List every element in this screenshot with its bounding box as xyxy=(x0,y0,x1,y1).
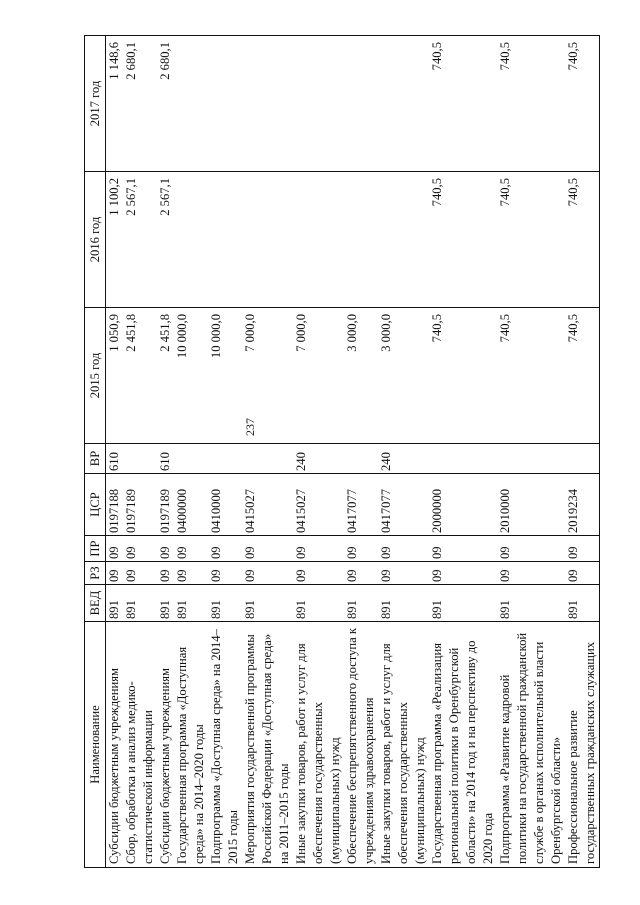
table-row xyxy=(157,36,174,868)
header-pr: ПР xyxy=(85,536,106,562)
table-header-row xyxy=(85,36,106,868)
table-row xyxy=(174,36,208,868)
row-rz: 09 xyxy=(565,562,600,585)
table-row xyxy=(106,36,124,868)
row-vr xyxy=(429,444,497,474)
row-vr xyxy=(497,444,565,474)
row-ved: 891 xyxy=(497,585,565,622)
row-csr: 0417077 xyxy=(344,474,378,536)
row-rz: 09 xyxy=(157,562,174,585)
row-ved: 891 xyxy=(106,585,124,622)
row-csr: 2010000 xyxy=(497,474,565,536)
header-2017: 2017 год xyxy=(85,36,106,172)
table-row xyxy=(344,36,378,868)
row-name: Профессиональное развитие государственных гражданских служащих xyxy=(565,622,600,868)
row-2015: 3 000,0 xyxy=(378,308,429,444)
header-2015: 2015 год xyxy=(85,308,106,444)
table-row xyxy=(565,36,600,868)
row-pr: 09 xyxy=(293,536,344,562)
row-name: Иные закупки товаров, работ и услуг для обеспечения государственных (муниципальных) нужд xyxy=(293,622,344,868)
row-2017: 2 680,1 xyxy=(157,36,174,172)
row-pr: 09 xyxy=(106,536,124,562)
row-ved: 891 xyxy=(157,585,174,622)
row-2017 xyxy=(242,36,293,172)
row-pr: 09 xyxy=(497,536,565,562)
budget-table xyxy=(84,35,600,868)
row-2015: 3 000,0 xyxy=(344,308,378,444)
row-ved: 891 xyxy=(378,585,429,622)
row-vr xyxy=(242,444,293,474)
row-ved: 891 xyxy=(429,585,497,622)
row-rz: 09 xyxy=(123,562,157,585)
row-ved: 891 xyxy=(344,585,378,622)
row-2015: 740,5 xyxy=(565,308,600,444)
row-name: Государственная программа «Реализация региональной политики в Оренбургской области» на 2014 год и на перспективу до 2020 года xyxy=(429,622,497,868)
row-rz: 09 xyxy=(242,562,293,585)
row-2016 xyxy=(242,172,293,308)
header-csr: ЦСР xyxy=(85,474,106,536)
row-rz: 09 xyxy=(344,562,378,585)
row-vr: 240 xyxy=(378,444,429,474)
row-vr xyxy=(565,444,600,474)
row-ved: 891 xyxy=(208,585,242,622)
row-name: Субсидии бюджетным учреждениям xyxy=(106,622,124,868)
row-vr xyxy=(208,444,242,474)
row-csr: 0415027 xyxy=(293,474,344,536)
row-pr: 09 xyxy=(208,536,242,562)
row-2016: 2 567,1 xyxy=(157,172,174,308)
header-vr: ВР xyxy=(85,444,106,474)
row-pr: 09 xyxy=(565,536,600,562)
row-pr: 09 xyxy=(174,536,208,562)
page-number: 237 xyxy=(243,418,257,436)
table-row xyxy=(293,36,344,868)
budget-table-rotated xyxy=(84,36,597,868)
row-2017: 2 680,1 xyxy=(123,36,157,172)
header-name: Наименование xyxy=(85,622,106,868)
table-row xyxy=(123,36,157,868)
row-2016: 1 100,2 xyxy=(106,172,124,308)
row-ved: 891 xyxy=(565,585,600,622)
row-2016 xyxy=(174,172,208,308)
row-rz: 09 xyxy=(208,562,242,585)
row-2015: 740,5 xyxy=(497,308,565,444)
row-2017: 740,5 xyxy=(497,36,565,172)
row-pr: 09 xyxy=(378,536,429,562)
row-name: Обеспечение беспрепятственного доступа к учреждениям здравоохранения xyxy=(344,622,378,868)
row-2016 xyxy=(378,172,429,308)
row-vr: 240 xyxy=(293,444,344,474)
row-2016: 740,5 xyxy=(565,172,600,308)
row-2016 xyxy=(293,172,344,308)
row-csr: 0410000 xyxy=(208,474,242,536)
header-ved: ВЕД xyxy=(85,585,106,622)
row-rz: 09 xyxy=(293,562,344,585)
row-2015: 7 000,0 xyxy=(293,308,344,444)
row-rz: 09 xyxy=(174,562,208,585)
row-2015: 1 050,9 xyxy=(106,308,124,444)
row-2017 xyxy=(174,36,208,172)
row-pr: 09 xyxy=(157,536,174,562)
row-pr: 09 xyxy=(242,536,293,562)
row-2015: 2 451,8 xyxy=(157,308,174,444)
row-csr: 0197189 xyxy=(123,474,157,536)
row-pr: 09 xyxy=(123,536,157,562)
table-row xyxy=(208,36,242,868)
row-2015: 10 000,0 xyxy=(208,308,242,444)
header-rz: РЗ xyxy=(85,562,106,585)
row-rz: 09 xyxy=(378,562,429,585)
row-name: Подпрограмма «Доступная среда» на 2014–2015 годы xyxy=(208,622,242,868)
row-name: Сбор, обработка и анализ медико-статистической информации xyxy=(123,622,157,868)
row-2017: 740,5 xyxy=(565,36,600,172)
header-2016: 2016 год xyxy=(85,172,106,308)
table-row xyxy=(429,36,497,868)
row-2016: 740,5 xyxy=(497,172,565,308)
row-2016: 740,5 xyxy=(429,172,497,308)
row-ved: 891 xyxy=(242,585,293,622)
row-2015: 2 451,8 xyxy=(123,308,157,444)
row-2017 xyxy=(344,36,378,172)
row-2017: 740,5 xyxy=(429,36,497,172)
row-2016 xyxy=(344,172,378,308)
row-csr: 2019234 xyxy=(565,474,600,536)
row-csr: 0415027 xyxy=(242,474,293,536)
row-csr: 2000000 xyxy=(429,474,497,536)
row-2017: 1 148,6 xyxy=(106,36,124,172)
row-rz: 09 xyxy=(497,562,565,585)
table-row xyxy=(378,36,429,868)
row-vr xyxy=(174,444,208,474)
row-2017 xyxy=(293,36,344,172)
row-name: Мероприятия государственной программы Российской Федерации «Доступная среда» на 2011–2015 годы xyxy=(242,622,293,868)
row-2015: 740,5 xyxy=(429,308,497,444)
row-2017 xyxy=(208,36,242,172)
row-rz: 09 xyxy=(429,562,497,585)
row-vr: 610 xyxy=(106,444,124,474)
row-name: Подпрограмма «Развитие кадровой политики на государственной гражданской службе в органах исполнительной власти Оренбургской области» xyxy=(497,622,565,868)
table-row xyxy=(242,36,293,868)
row-name: Иные закупки товаров, работ и услуг для обеспечения государственных (муниципальных) нужд xyxy=(378,622,429,868)
row-name: Субсидии бюджетным учреждениям xyxy=(157,622,174,868)
row-2016: 2 567,1 xyxy=(123,172,157,308)
row-pr: 09 xyxy=(429,536,497,562)
row-pr: 09 xyxy=(344,536,378,562)
row-csr: 0417077 xyxy=(378,474,429,536)
row-csr: 0197189 xyxy=(157,474,174,536)
row-ved: 891 xyxy=(123,585,157,622)
row-rz: 09 xyxy=(106,562,124,585)
row-2015: 7 000,0 xyxy=(242,308,293,444)
row-vr: 610 xyxy=(157,444,174,474)
row-2017 xyxy=(378,36,429,172)
row-2015: 10 000,0 xyxy=(174,308,208,444)
row-2016 xyxy=(208,172,242,308)
row-vr xyxy=(344,444,378,474)
row-ved: 891 xyxy=(174,585,208,622)
row-ved: 891 xyxy=(293,585,344,622)
table-row xyxy=(497,36,565,868)
row-csr: 0400000 xyxy=(174,474,208,536)
row-vr xyxy=(123,444,157,474)
row-csr: 0197188 xyxy=(106,474,124,536)
row-name: Государственная программа «Доступная среда» на 2014–2020 годы xyxy=(174,622,208,868)
